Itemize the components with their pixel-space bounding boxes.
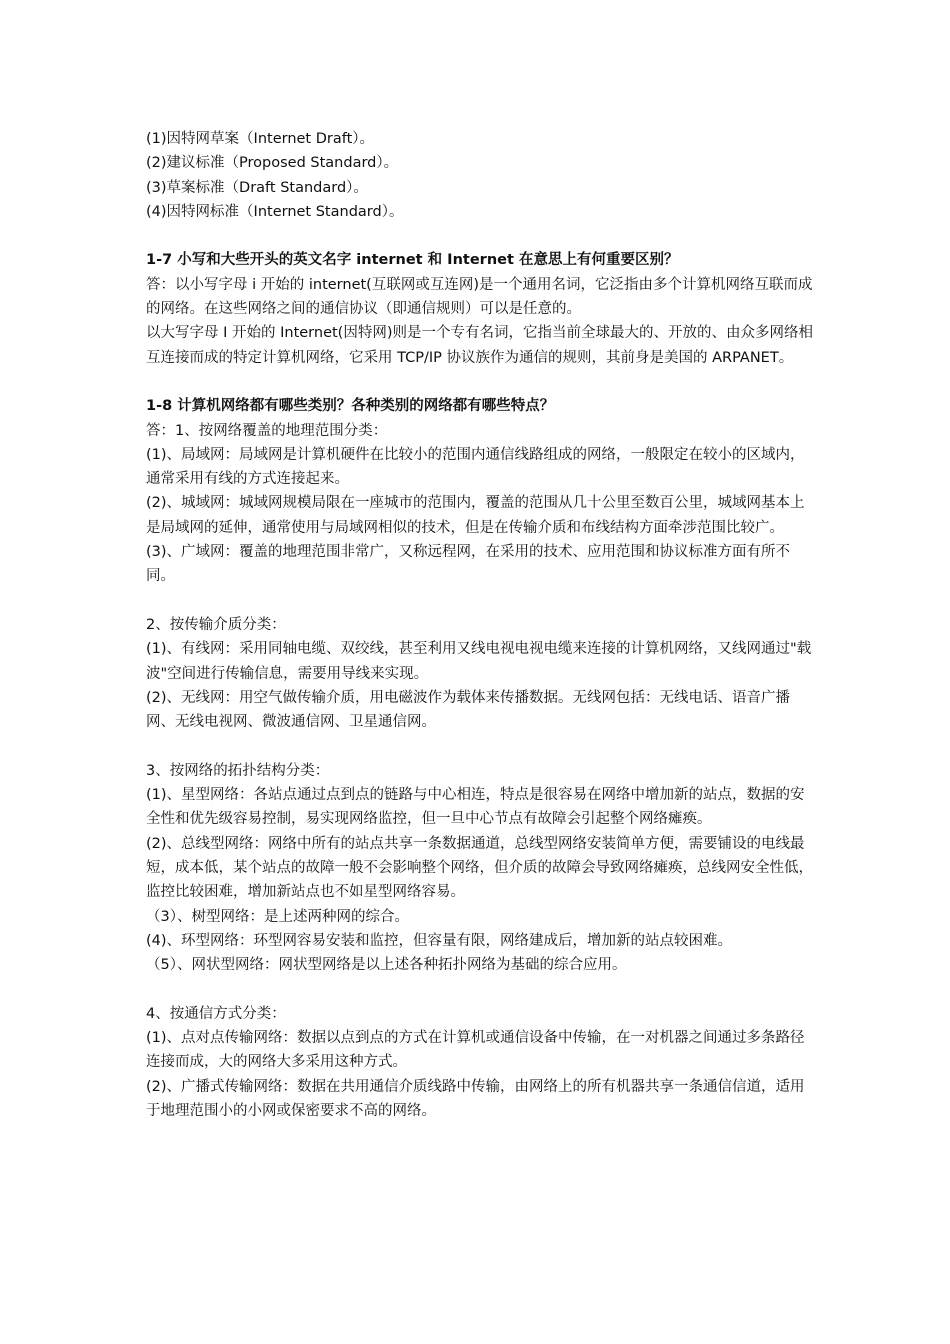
standard-item: (4)因特网标准（Internet Standard）。: [146, 203, 404, 220]
standard-item: (1)因特网草案（Internet Draft）。: [146, 131, 375, 147]
section-heading: 答：1、按网络覆盖的地理范围分类：: [146, 422, 388, 439]
list-item: (1)、点对点传输网络：数据以点到点的方式在计算机或通信设备中传输，在一对机器之间通过多条路径连接而成，大的网络大多采用这种方式。: [146, 1029, 805, 1071]
spacer: [146, 977, 814, 1001]
list-item: (2)、总线型网络：网络中所有的站点共享一条数据通道，总线型网络安装简单方便，需要铺设的电线最短，成本低，某个站点的故障一般不会影响整个网络，但介质的故障会导致网络瘫痪，总线网安全性低，监控比较困难，增加新站点也不如星型网络容易。: [146, 835, 813, 901]
list-item: （5）、网状型网络：网状型网络是以上述各种拓扑网络为基础的综合应用。: [146, 957, 627, 974]
spacer: [146, 589, 814, 613]
list-item: (2)、无线网：用空气做传输介质，用电磁波作为载体来传播数据。无线网包括：无线电话、语音广播网、无线电视网、微波通信网、卫星通信网。: [146, 689, 791, 731]
standard-item: (2)建议标准（Proposed Standard）。: [146, 155, 399, 172]
section-heading: 2、按传输介质分类：: [146, 616, 286, 633]
list-item: (3)、广域网：覆盖的地理范围非常广，又称远程网，在采用的技术、应用范围和协议标准方面有所不同。: [146, 544, 791, 585]
question-1-7-title: 1-7 小写和大些开头的英文名字 internet 和 Internet 在意思上有何重要区别？: [146, 252, 679, 269]
list-item: (1)、星型网络：各站点通过点到点的链路与中心相连，特点是很容易在网络中增加新的站点，数据的安全性和优先级容易控制，易实现网络监控，但一旦中心节点有故障会引起整个网络瘫痪。: [146, 787, 805, 828]
list-item: (4)、环型网络：环型网容易安装和监控，但容量有限，网络建成后，增加新的站点较困难。: [146, 932, 733, 949]
document-page: [146, 127, 814, 1123]
list-item: （3）、树型网络：是上述两种网的综合。: [146, 908, 409, 925]
list-item: (1)、有线网：采用同轴电缆、双绞线，甚至利用又线电视电视电缆来连接的计算机网络，又线网通过"载波"空间进行传输信息，需要用导线来实现。: [146, 641, 812, 682]
section-heading: 4、按通信方式分类：: [146, 1005, 286, 1022]
section-heading: 3、按网络的拓扑结构分类：: [146, 762, 330, 779]
spacer: [146, 224, 814, 248]
question-1-7-answer-paragraph: 以大写字母 I 开始的 Internet(因特网)则是一个专有名词，它指当前全球最大的、开放的、由众多网络相互连接而成的特定计算机网络，它采用 TCP/IP 协议族作为通信的规则，其前身是美国的 ARPANET。: [146, 325, 813, 366]
spacer: [146, 370, 814, 394]
list-item: (2)、城域网：城域网规模局限在一座城市的范围内，覆盖的范围从几十公里至数百公里，城域网基本上是局域网的延伸，通常使用与局域网相似的技术，但是在传输介质和布线结构方面牵涉范围比较广。: [146, 495, 805, 536]
list-item: (1)、局域网：局域网是计算机硬件在比较小的范围内通信线路组成的网络，一般限定在较小的区域内，通常采用有线的方式连接起来。: [146, 446, 805, 488]
question-1-8-title: 1-8 计算机网络都有哪些类别？各种类别的网络都有哪些特点？: [146, 398, 555, 415]
spacer: [146, 734, 814, 758]
list-item: (2)、广播式传输网络：数据在共用通信介质线路中传输，由网络上的所有机器共享一条通信信道，适用于地理范围小的小网或保密要求不高的网络。: [146, 1078, 805, 1119]
question-1-7-answer-paragraph: 答：以小写字母 i 开始的 internet(互联网或互连网)是一个通用名词，它泛指由多个计算机网络互联而成的网络。在这些网络之间的通信协议（即通信规则）可以是任意的。: [146, 276, 813, 318]
standard-item: (3)草案标准（Draft Standard）。: [146, 179, 368, 196]
